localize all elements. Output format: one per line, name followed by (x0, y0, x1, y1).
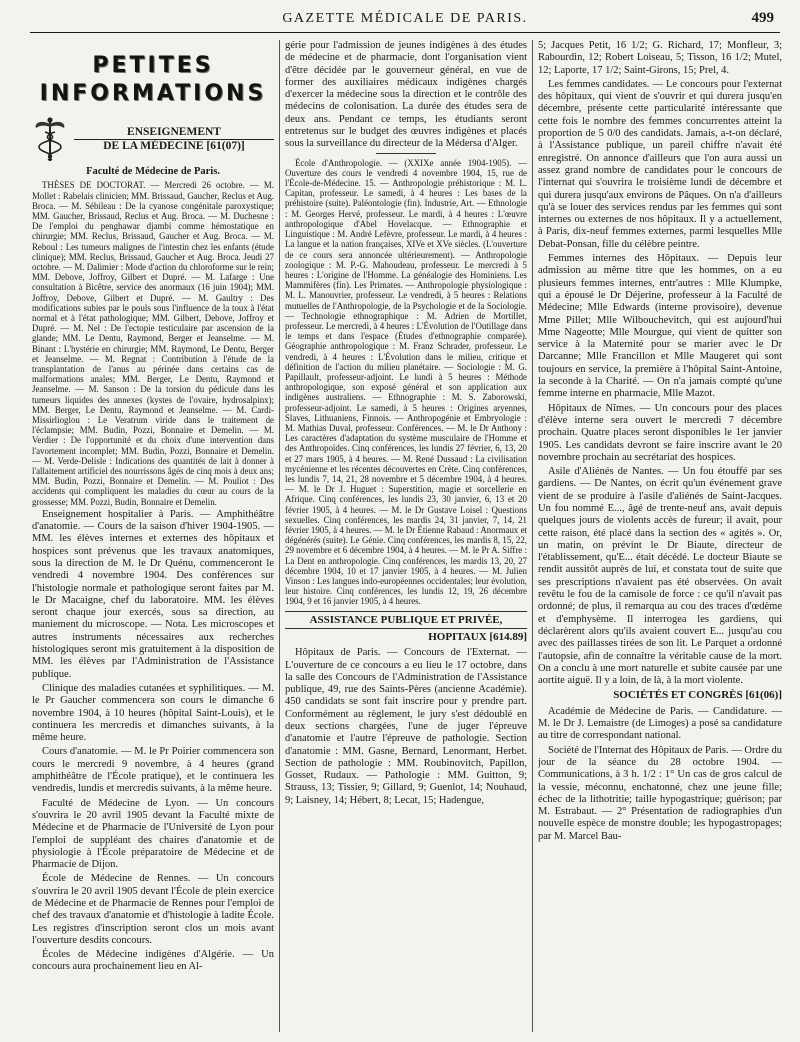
lyon-paragraph: Faculté de Médecine de Lyon. — Un concours s'ouvrira le 20 avril 1905 devant la Faculté mixte de Médecine et de Pharmacie de l'Université de Lyon pour l'emploi de suppléant des chaires d'anatomie et de physiologie à l'École préparatoire de Médecine et de Pharmacie de Dijon. (32, 797, 274, 871)
page-number: 499 (751, 10, 774, 26)
academy-paragraph: Académie de Médecine de Paris. — Candidature. — M. le Dr J. Lemaistre (de Limoges) a posé sa candidature au titre de correspondant national. (538, 705, 782, 742)
hopitaux-paragraph: Hôpitaux de Paris. — Concours de l'Externat. — L'ouverture de ce concours a eu lieu le 17 octobre, dans la salle des Concours de l'Administration de l'Assistance publique, 49, rue des Saints-Pères (ancienne Académie). 450 candidats se sont fait inscrire pour y prendre part. Conformément au règlement, le jury s'est dédoublé en deux sections chargées, l'une de juger l'épreuve d'anatomie et l'autre l'épreuve de pathologie. Section d'anatomie : MM. Gasne, Bernard, Lenormant, Herbet. Section de pathologie : MM. Roubinovitch, Papillon, Gosset, Rudaux. — Pathologie : MM. Guitton, 9; Strauss, 13; Tissier, 9; Gillard, 9; Guenlot, 14; Nouhaud, 9; Laisney, 14; Hébert, 8; Lecat, 15; Hadengue, (285, 647, 527, 806)
hospital-teaching-paragraph: Enseignement hospitalier à Paris. — Amphithéâtre d'anatomie. — Cours de la saison d'hiver 1904-1905. — MM. les élèves internes et externes des hôpitaux et hospices sont prévenus que les travaux anatomiques, sous la direction de M. le Dr Quénu, commenceront le vendredi 4 novembre 1904. Des conférences sur l'histologie normale et pathologique seront faites par M. le Dr Macaigne, chef du laboratoire. MM. les élèves seront chaque jour exercés, sous sa direction, au maniement du microscope. — Nota. Les microscopes et autres instruments nécessaires aux recherches histologiques seront mis gratuitement à la disposition de MM. les élèves par l'Administration de l'Assistance publique. (32, 508, 274, 680)
section-title (74, 126, 274, 152)
column-3 (538, 40, 782, 1034)
clinic-paragraph: Clinique des maladies cutanées et syphilitiques. — M. le Pr Gaucher commencera son cours le dimanche 6 novembre 1904, à 10 heures (hôpital Saint-Louis), et le continuera les mercredis et dimanches suivants, à la même heure. (32, 682, 274, 744)
column-divider (532, 40, 533, 1032)
column-1 (32, 40, 274, 1034)
masthead-line1: PETITES (92, 53, 214, 78)
hopitaux-subheading: HOPITAUX [614.89] (428, 630, 527, 643)
column-2 (285, 40, 527, 1034)
section-header (32, 116, 274, 162)
divider (376, 153, 436, 154)
masthead (32, 52, 274, 108)
anatomy-course-paragraph: Cours d'anatomie. — M. le Pr Poirier commencera son cours le mercredi 9 novembre, à 4 heures (grand amphithéâtre de l'École pratique), et le continuera les vendredis, lundis et mercredis suivants, à la même heure. (32, 746, 274, 795)
section-title-line1: ENSEIGNEMENT (74, 126, 274, 140)
nantes-paragraph: Asile d'Aliénés de Nantes. — Un fou étouffé par ses gardiens. — De Nantes, on écrit qu'un événement grave vient de se produire à l'asile d'aliénés de Saint-Jacques. Un fou nommé E..., âgé de trente-neuf ans, avait depuis quelques jours de violents accès de fureur; il avait, pour cette raison, été placé dans la section des « agités ». Or, un matin, on prévint le Dr Biaute, directeur de l'établissement, qu'E... était décédé. Le docteur Biaute se rendit aussitôt auprès de lui, et constata tout de suite que ses prescriptions n'avaient pas été observées. On avait revêtu le fou de la camisole de force : ce qu'il n'avait pas ordonné; de plus, il remarqua au cou des traces d'œdème et d'emphysème. Il interrogea les gardiens, qui déclarèrent alors qu'ils avaient couvert E... jusqu'au cou avec des paillasses tirées de son lit. Le Parquet a ordonné l'autopsie, afin de connaître la véritable cause de la mort. On a conclu à une mort naturelle et subite causée par une aortite aiguë. Il y a loin, de là, à la mort violente. (538, 466, 782, 687)
column-divider (279, 40, 280, 1032)
internat-society-paragraph: Société de l'Internat des Hôpitaux de Paris. — Ordre du jour de la séance du 28 octobre 1904. — Communications, à 3 h. 1/2 : 1° Un cas de gros calcul de la vessie, méconnu, enchatonné, chez une jeune fille; échec de la lithotritie; taille hypogastrique; guérison; par M. Estrabaut. — 2° Présentation de radiographies d'un nouvelle espèce de monstre double; les hypogastropages; par M. Marcel Bau- (538, 744, 782, 842)
nimes-paragraph: Hôpitaux de Nîmes. — Un concours pour des places d'élève interne sera ouvert le mercredi 7 décembre prochain. Quatre places seront disponibles le 1er janvier 1905. Les candidats devront se faire inscrire avant le 20 novembre prochain au secrétariat des hospices. (538, 402, 782, 463)
rennes-paragraph: École de Médecine de Rennes. — Un concours s'ouvrira le 20 avril 1905 devant l'École de plein exercice de Médecine et de Pharmacie de Rennes pour l'emploi de chef des travaux d'anatomie et d'histologie à ladite École. Les registres d'inscription seront clos un mois avant l'ouverture desdits concours. (32, 873, 274, 946)
masthead-line2: INFORMATIONS (39, 81, 267, 106)
results-continued-paragraph: 5; Jacques Petit, 16 1/2; G. Richard, 17; Monfleur, 3; Rabourdin, 12; Robert Loiseau, 5; Tisson, 16 1/2; Mutel, 12; Laporte, 17 1/2; Saint-Girons, 15; Prel, 4. (538, 40, 782, 76)
assistance-section-heading: ASSISTANCE PUBLIQUE ET PRIVÉE, (285, 611, 527, 629)
women-interns-paragraph: Femmes internes des Hôpitaux. — Depuis leur admission au même titre que les hommes, on a eu plusieurs femmes internes, entr'autres : Mlle Klumpke, qui a épousé le Dr Déjerine, professeur à la Faculté de Médecine; Mlle Edwards (interne provisoire), devenue Mme Pillet; Mlle Wilbouchevitch, qui est aujourd'hui Mme Nageotte; Mlle Mourgue, qui vient de quitter son service à la Maternité pour se marier avec le Dr Darcanne; Mlle Francillon et Mlle Maugeret qui sont toujours en service, la première à l'hôpital Saint-Antoine, la seconde à la Charité. — On n'a jamais compté qu'une femme interne en pharmacie, Mlle Mazot. (538, 253, 782, 400)
anthropology-paragraph: École d'Anthropologie. — (XXIXe année 1904-1905). — Ouverture des cours le vendredi 4 novembre 1904, 15, rue de l'École-de-Médecine. 15. — Anthropologie préhistorique : M. L. Capitan, professeur. Le samedi, à 4 heures : Les bases de la préhistoire (suite). Paléontologie (fin). Industrie, Art. — Ethnologie : M. Georges Hervé, professeur. Le mardi, à 4 heures : L'œuvre anthropologique d'Abel Hovelacque. — Ethnographie et Linguistique : M. André Lefèvre, professeur. Le mardi, à 4 heures : La langue et la nation françaises, XIVe et XVe siècles. (L'ouverture de ce cours sera annoncée ultérieurement). — Anthropologie zoologique : M. P.-G. Mahoudeau, professeur. Le mercredi à 5 heures : L'origine de l'Homme. La généalogie des Hominiens. Les Mammifères (fin). Les Primates. — Anthropologie physiologique : M. L. Manouvrier, professeur. Le vendredi, à 5 heures : Relations mutuelles de l'Anthropologie, de la Psychologie et de la Sociologie. — Technologie ethnographique : M. Adrien de Mortillet, professeur. Le mercredi, à 4 heures : L'Évolution de l'Outillage dans le temps et dans l'espace (Études d'ethnographie comparée). Géographie anthropologique : M. Franz Schrader, professeur. Le vendredi, à 4 heures : L'Évolution dans le milieu, critique et définition de l'action du milieu planétaire. — Sociologie : M. G. Papillault, professeur-adjoint. Le lundi à 5 heures : Méthode anthropologique, son exposé général et son application aux indigènes australiens. — Ethnographie : M. S. Zaborowski, professeur-adjoint. Le samedi, à 5 heures : Origines aryennes, Slaves, Lithuaniens, Finnois. — Anthropogénie et Embryologie : M. Mathias Duval, professeur. Conférences. — M. le Dr Anthony : Les caractères d'adaptation du système musculaire de l'Homme et des Anthropoïdes. Cinq conférences, les lundis 27 février, 6, 13, 20 et 27 mars 1905, à 4 heures. — M. René Dussaud : La civilisation mycénienne et les récentes découvertes en Crète. Cinq conférences, les lundis 7, 14, 21, 28 novembre et 5 décembre 1904, à 4 heures. — M. le Dr J. Huguet : Superstition, magie et sorcellerie en Afrique. Cinq conférences, les lundis 23, 30 janvier, 6, 13 et 20 février 1905, à 4 heures. — M. le Dr Gustave Loisel : Questions sexuelles. Cinq conférences, les mardis 24, 31 janvier, 7, 14, 21 février 1905, à 4 heures. — M. le Dr Étienne Rabaud : Anormaux et dégénérés (suite). Le Génie. Cinq conférences, les mardis 8, 15, 22, 29 novembre et 6 décembre 1904, à 4 heures. — M. le Pr A. Siffre : La Dent en anthropologie. Cinq conférences, les mardis 13, 20, 27 décembre 1904, 10 et 17 janvier 1905, à 4 heures. — M. Julien Vinson : Les langues indo-européennes occidentales; leur évolution, leur histoire. Cinq conférences, les lundis 12, 19, 26 décembre 1904, 9 et 16 janvier 1905, à 4 heures. (285, 157, 527, 607)
section-title-line2: DE LA MÉDECINE [61(07)] (103, 140, 245, 152)
running-head (30, 8, 780, 33)
journal-title: GAZETTE MÉDICALE DE PARIS. (282, 11, 528, 26)
women-candidates-paragraph: Les femmes candidates. — Le concours pour l'externat des hôpitaux, qui vient de s'ouvrir et qui durera jusqu'en décembre, présente cette particularité intéressante que cette fois le nombre des femmes concurrentes atteint la proportion de 5 0/0 des candidats. Jamais, a-t-on déclaré, à l'Assistance publique, un pareil chiffre n'avait été enregistré. On annonce d'ailleurs que l'on aura aussi un assez grand nombre de candidates pour le concours de l'internat qui s'ouvrira le troisième lundi de décembre et qui durera jusqu'aux environs de Pâques. On n'a d'ailleurs qu'à se louer des services rendus par les femmes qui sont internes ou externes de nos hôpitaux. Il y a actuellement, à Paris, dix-neuf femmes externes, parmi lesquelles Mlle Debat-Ponsan, fille du célèbre peintre. (538, 78, 782, 250)
societies-heading: SOCIÉTÉS ET CONGRÈS [61(06)] (613, 689, 782, 702)
caduceus-icon (32, 116, 68, 162)
faculty-heading: Faculté de Médecine de Paris. (86, 166, 220, 177)
theses-paragraph: THÈSES DE DOCTORAT. — Mercredi 26 octobre. — M. Mollet : Rabelais clinicien; MM. Brissaud, Gaucher, Reclus et Aug. Broca. — M. Sébileau : De la cyanose congénitale paroxystique; MM. Gaucher, Brissaud, Reclus et Aug. Broca. — M. Duchesne : De l'emploi du penghawar djambi comme hémostatique en chirurgie; MM. Reclus, Brissaud, Gaucher et Aug. Broca. — M. Reboul : Les tumeurs malignes de l'intestin chez les enfants (étude clinique); MM. Reclus, Brissaud, Gaucher et Aug. Broca. Jeudi 27 octobre. — M. Dalimier : Mode d'action du chloroforme sur le rein; MM. Debove, Joffroy, Gilbert et Dupré. — M. Lafarge : Une consultation à Bicêtre, service des anormaux (16 juin 1904); MM. Joffroy, Debove, Gilbert et Dupré. — M. Gaultry : Des modifications subies par le pouls sous l'influence de la toux à l'état normal et à l'état pathologique; MM. Gilbert, Debove, Joffroy et Dupré. — M. Nel : De l'ectopie testiculaire par ascension de la glande; MM. Le Dentu, Raymond, Berger et Jeanselme. — M. Binant : L'hystérie en chirurgie; MM. Raymond, Le Dentu, Berger et Jeanselme. — M. Regnat : Contribution à l'étude de la transplantation de l'anus au périnée dans certains cas de malformations anales; MM. Berger, Le Dentu, Raymond et Jeanselme. — M. Sanson : De la torsion du pédicule dans les tumeurs liquides des annexes (kystes de l'ovaire, hydrosalpinx); MM. Berger, Le Dentu, Raymond et Jeanselme. — M. Cardi-Missirlioglou : Le Veratrum viride dans le traitement de l'éclampsie; MM. Budin, Pozzi, Bonnaire et Demelin. — M. Verdier : De l'opportunité et du choix d'une intervention dans l'avortement incomplet; MM. Budin, Pozzi, Bonnaire et Demelin. — M. Verde-Delisle : Indications des quantités de lait à donner à l'allaitement artificiel des nourrissons âgés de cinq mois à deux ans; MM. Budin, Pozzi, Bonnaire et Demelin. — M. Pouliot : Des accidents qui compliquent les maladies du cœur au cours de la grossesse; MM. Pozzi, Budin, Bonnaire et Demelin. (32, 180, 274, 507)
algeria-continued-paragraph: gérie pour l'admission de jeunes indigènes à des études de médecine et de pharmacie, dont l'organisation vient d'être décidée par le gouverneur général, en vue de former des auxiliaires médicaux indigènes chargés d'exercer la médecine sous la direction et le contrôle des médecins de colonisation. La durée des études sera de deux ans. Pendant ce temps, les étudiants seront entretenus sur le budget des œuvres indigènes et placés sous la surveillance du directeur de la Médersa d'Alger. (285, 40, 527, 150)
algeria-paragraph: Écoles de Médecine indigènes d'Algérie. — Un concours aura prochainement lieu en Al- (32, 949, 274, 973)
